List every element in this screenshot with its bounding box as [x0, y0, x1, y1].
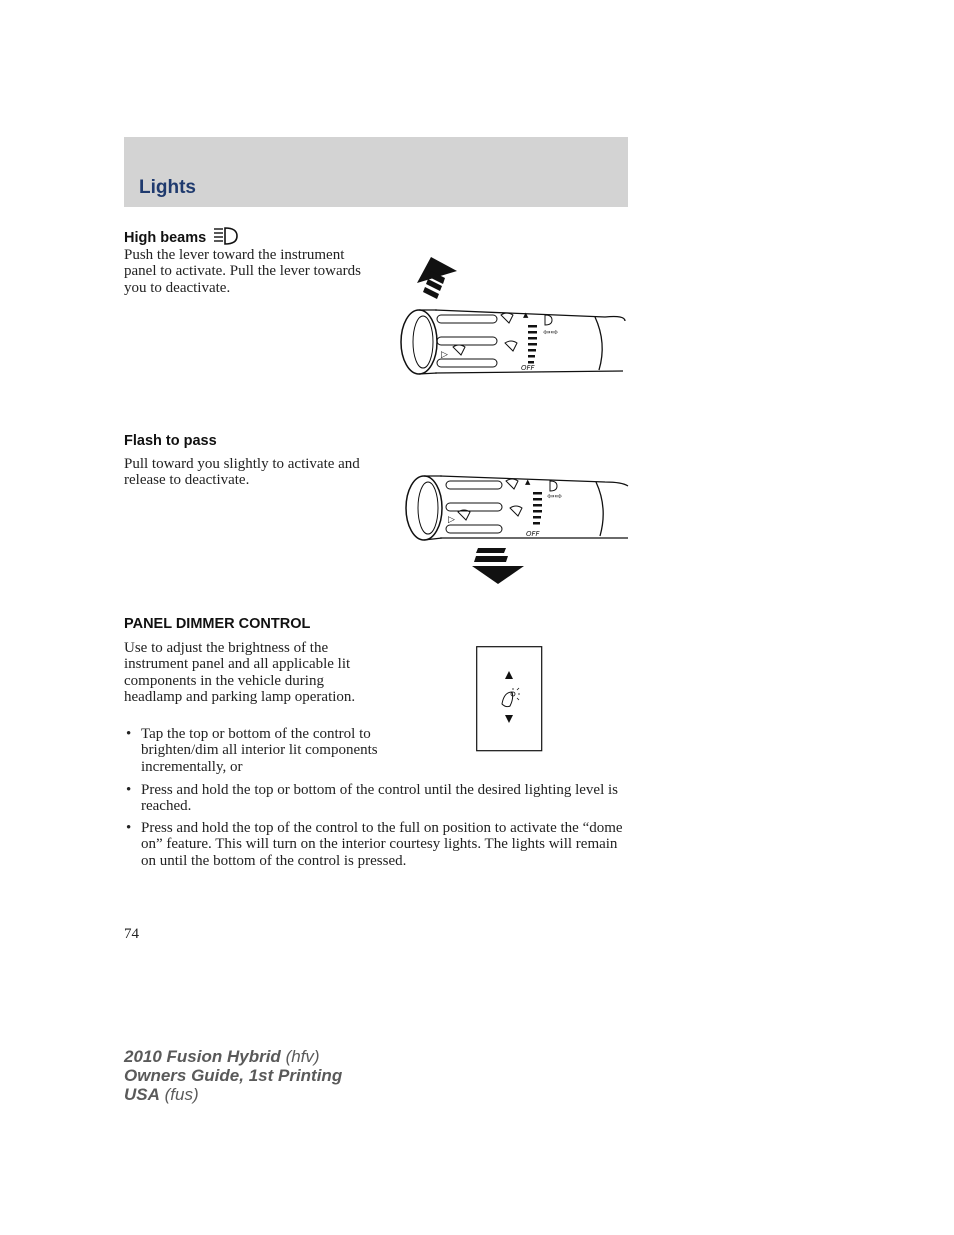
panel-dimmer-bullet-3: • Press and hold the top of the control to the full on position to activate the “dome on” feature. This will turn on the interior courtesy lights. The lights will remain on until the bottom of the control is pressed.: [126, 820, 623, 869]
panel-dimmer-heading: PANEL DIMMER CONTROL: [124, 616, 311, 632]
document-footer: [124, 1047, 342, 1104]
panel-dimmer-control-illustration: [476, 646, 544, 752]
svg-text:⇦⇨: ⇦⇨: [547, 492, 563, 502]
section-title: Lights: [139, 177, 196, 198]
flash-to-pass-lever-illustration: [400, 472, 630, 587]
svg-text:▷: ▷: [441, 350, 448, 360]
footer-market: USA: [124, 1085, 160, 1104]
svg-text:⇦⇨: ⇦⇨: [543, 328, 559, 338]
high-beam-icon: [213, 226, 243, 246]
flash-to-pass-heading: Flash to pass: [124, 433, 217, 449]
panel-dimmer-text: Use to adjust the brightness of the instrument panel and all applicable lit components in the vehicle during headlamp and parking lamp operation.: [124, 640, 356, 705]
flash-to-pass-text: Pull toward you slightly to activate and release to deactivate.: [124, 456, 360, 489]
footer-model-code: (hfv): [285, 1047, 320, 1066]
high-beams-lever-illustration: [395, 255, 630, 385]
svg-text:▷: ▷: [448, 515, 455, 525]
high-beams-heading-text: High beams: [124, 230, 207, 246]
lever-off-label-2: OFF: [526, 530, 540, 538]
high-beams-text: Push the lever toward the instrument panel to activate. Pull the lever towards you to deactivate.: [124, 247, 362, 296]
push-arrow-icon: [417, 257, 457, 299]
lever-off-label: OFF: [521, 364, 535, 372]
footer-market-code: (fus): [164, 1085, 199, 1104]
footer-model: 2010 Fusion Hybrid: [124, 1047, 281, 1066]
svg-text:▲: ▲: [525, 478, 531, 486]
pull-arrow-icon: [472, 548, 524, 584]
footer-guide-edition: Owners Guide, 1st Printing: [124, 1066, 343, 1085]
high-beams-heading: [124, 222, 240, 246]
svg-text:▲: ▲: [523, 311, 529, 319]
panel-dimmer-bullet-1: • Tap the top or bottom of the control to brighten/dim all interior lit components incrementally, or: [126, 726, 378, 775]
section-header-band: [124, 137, 628, 207]
panel-dimmer-bullet-2: • Press and hold the top or bottom of the control until the desired lighting level is reached.: [126, 782, 619, 815]
page-number: 74: [124, 926, 139, 942]
